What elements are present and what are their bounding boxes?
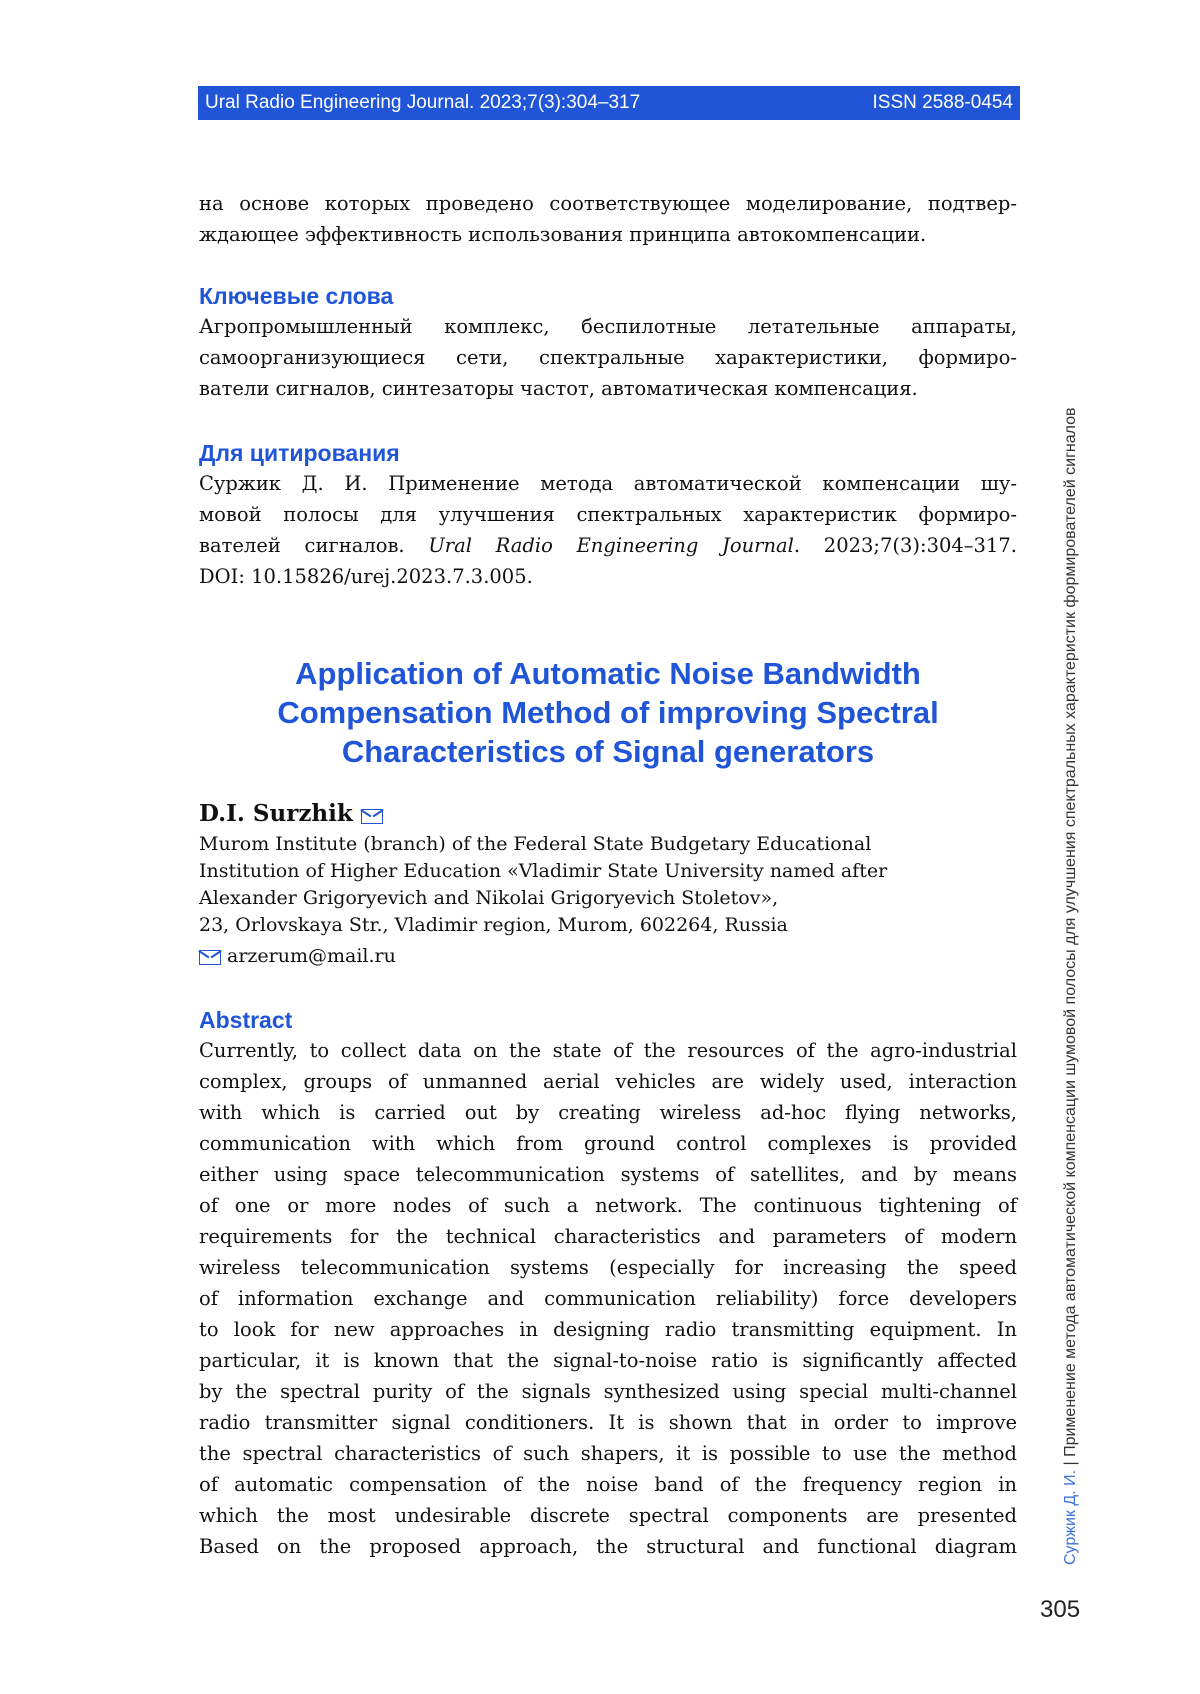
- text-line: Агропромышленный комплекс, беспилотные летательные аппараты,: [199, 311, 1017, 342]
- text-line: [199, 530, 1017, 561]
- abstract-line: to look for new approaches in designing radio transmitting equipment. In: [199, 1314, 1017, 1345]
- author-name: D.I. Surzhik: [199, 800, 353, 827]
- title-line: Compensation Method of improving Spectral: [199, 693, 1017, 732]
- abstract-line: either using space telecommunication systems of satellites, and by means: [199, 1159, 1017, 1190]
- abstract-line: with which is carried out by creating wireless ad-hoc flying networks,: [199, 1097, 1017, 1128]
- text-line: 23, Orlovskaya Str., Vladimir region, Murom, 602264, Russia: [199, 912, 1017, 939]
- text-line: на основе которых проведено соответствующее моделирование, подтвер-: [199, 188, 1017, 219]
- journal-name: Ural Radio Engineering Journal: [428, 534, 794, 557]
- abstract-line: Based on the proposed approach, the structural and functional diagram: [199, 1531, 1017, 1562]
- text-line: Суржик Д. И. Применение метода автоматической компенсации шу-: [199, 468, 1017, 499]
- text-line: ждающее эффективность использования принципа автокомпенсации.: [199, 219, 1017, 250]
- side-author: Суржик Д. И.: [1062, 1470, 1079, 1565]
- abstract-line: particular, it is known that the signal-to-noise ratio is significantly affected: [199, 1345, 1017, 1376]
- text-line: Murom Institute (branch) of the Federal State Budgetary Educational: [199, 831, 1017, 858]
- envelope-icon: [199, 950, 221, 965]
- abstract-line: by the spectral purity of the signals synthesized using special multi-channel: [199, 1376, 1017, 1407]
- abstract-line: communication with which from ground control complexes is provided: [199, 1128, 1017, 1159]
- email-link[interactable]: arzerum@mail.ru: [227, 945, 396, 967]
- text-line: Institution of Higher Education «Vladimir State University named after: [199, 858, 1017, 885]
- abstract-line: of automatic compensation of the noise band of the frequency region in: [199, 1469, 1017, 1500]
- citation-section: [199, 438, 1017, 592]
- affiliation: [199, 831, 1017, 939]
- issn: ISSN 2588-0454: [873, 92, 1014, 114]
- text-line: ватели сигналов, синтезаторы частот, автоматическая компенсация.: [199, 373, 1017, 404]
- abstract-text: [199, 1035, 1017, 1562]
- running-side-title: [1062, 325, 1080, 1565]
- doi: DOI: 10.15826/urej.2023.7.3.005.: [199, 561, 1017, 592]
- abstract-section: [199, 1005, 1017, 1562]
- abstract-line: requirements for the technical characteristics and parameters of modern: [199, 1221, 1017, 1252]
- journal-citation: Ural Radio Engineering Journal. 2023;7(3):304–317: [205, 92, 640, 114]
- author-block: [199, 797, 1017, 973]
- abstract-line: radio transmitter signal conditioners. It is shown that in order to improve: [199, 1407, 1017, 1438]
- abstract-line: of information exchange and communication reliability) force developers: [199, 1283, 1017, 1314]
- title-line: Characteristics of Signal generators: [199, 732, 1017, 771]
- keywords-heading: Ключевые слова: [199, 281, 1017, 311]
- abstract-line: wireless telecommunication systems (especially for increasing the speed: [199, 1252, 1017, 1283]
- title-line: Application of Automatic Noise Bandwidth: [199, 654, 1017, 693]
- citation-heading: Для цитирования: [199, 438, 1017, 468]
- intro-paragraph: [199, 188, 1017, 250]
- text-line: самоорганизующиеся сети, спектральные характеристики, формиро-: [199, 342, 1017, 373]
- side-title: Применение метода автоматической компенсации шумовой полосы для улучшения спектральных характеристик формирователей сигналов: [1062, 407, 1079, 1456]
- text: . 2023;7(3):304–317.: [794, 534, 1017, 557]
- abstract-line: the spectral characteristics of such shapers, it is possible to use the method: [199, 1438, 1017, 1469]
- page-number: 305: [1040, 1596, 1080, 1624]
- abstract-line: Currently, to collect data on the state of the resources of the agro-industrial: [199, 1035, 1017, 1066]
- abstract-heading: Abstract: [199, 1005, 1017, 1035]
- abstract-line: which the most undesirable discrete spectral components are presented: [199, 1500, 1017, 1531]
- text-line: мовой полосы для улучшения спектральных характеристик формиро-: [199, 499, 1017, 530]
- article-title: [199, 654, 1017, 771]
- text: вателей сигналов.: [199, 534, 428, 557]
- side-separator: |: [1062, 1461, 1079, 1465]
- abstract-line: complex, groups of unmanned aerial vehicles are widely used, interaction: [199, 1066, 1017, 1097]
- journal-header-bar: [198, 86, 1020, 120]
- text-line: Alexander Grigoryevich and Nikolai Grigoryevich Stoletov»,: [199, 885, 1017, 912]
- envelope-icon[interactable]: [361, 809, 383, 824]
- keywords-section: [199, 281, 1017, 404]
- abstract-line: of one or more nodes of such a network. The continuous tightening of: [199, 1190, 1017, 1221]
